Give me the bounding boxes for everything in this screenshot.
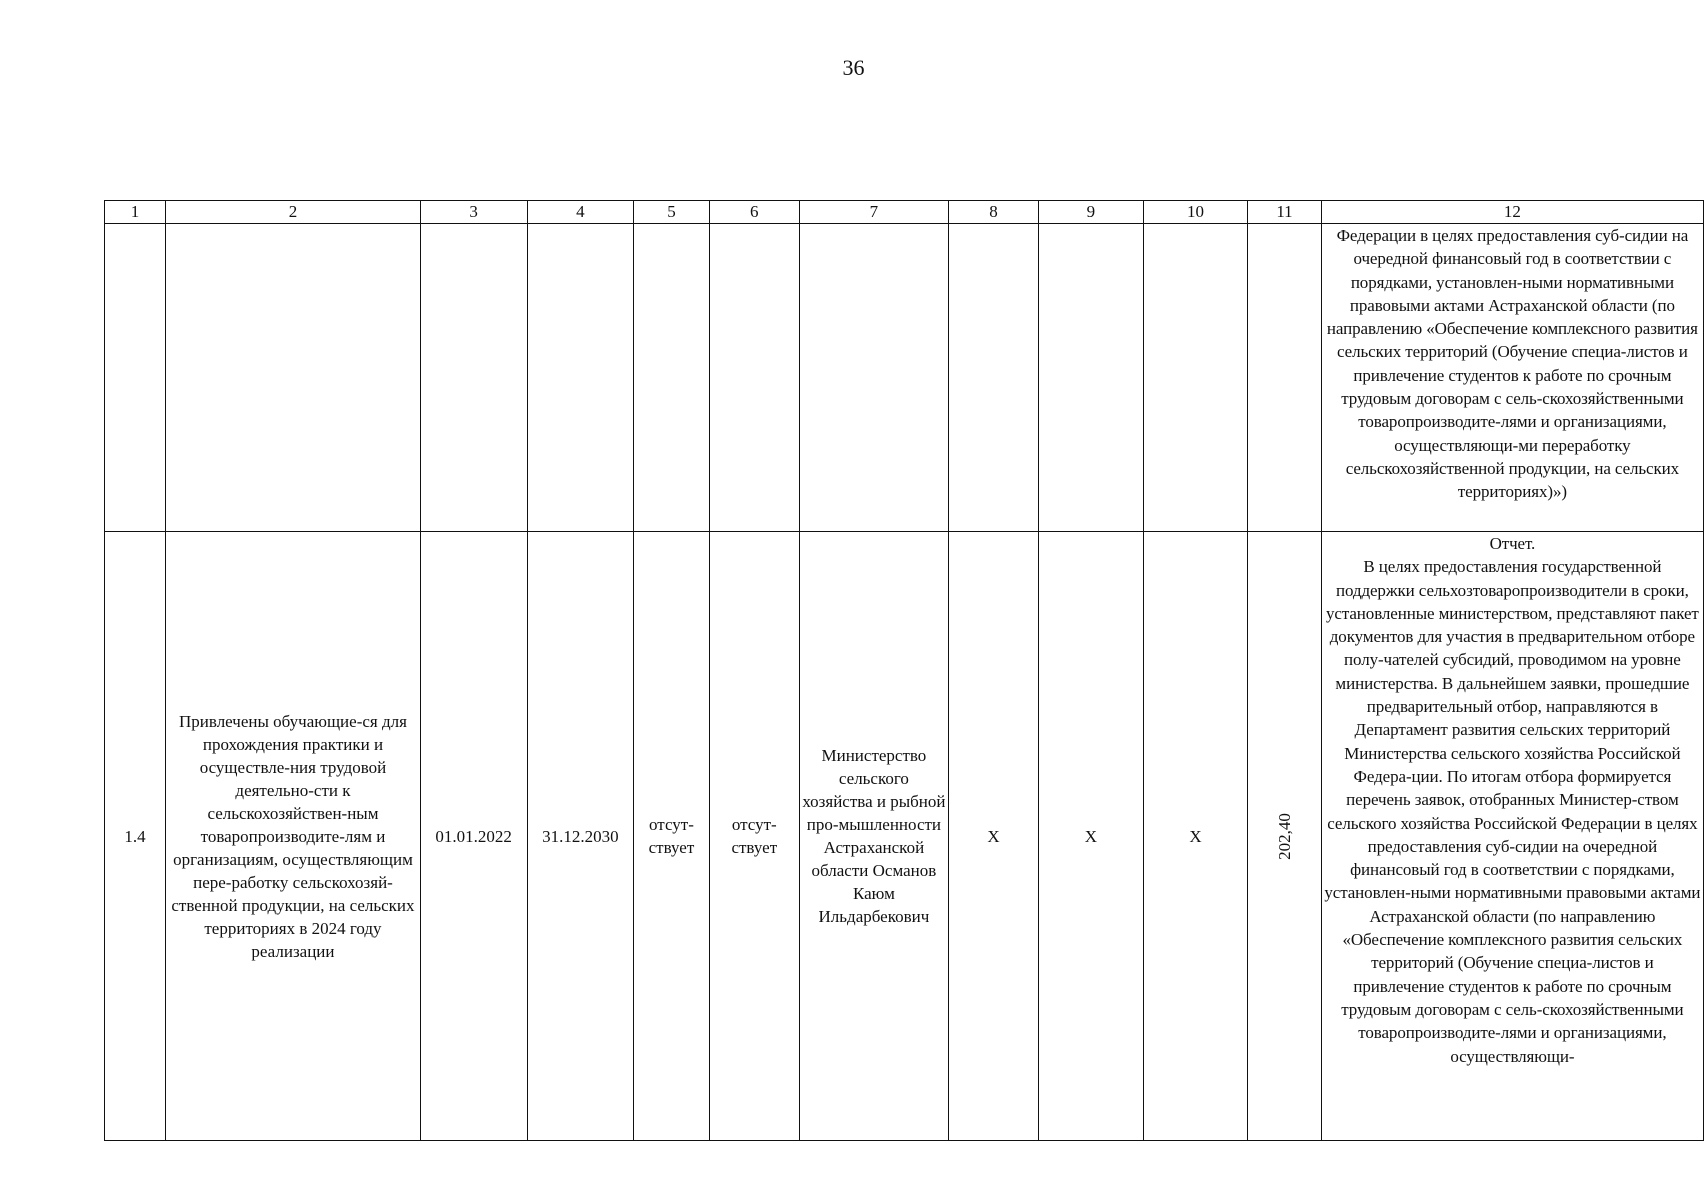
header-cell-8: 8 [948,201,1038,224]
cell-empty [166,224,421,532]
col11-cell [1248,532,1322,1141]
table-row-1-4 [105,532,1704,1141]
cell-empty [420,224,527,532]
cell-empty [105,224,166,532]
cell-empty [1039,224,1144,532]
continuation-report-text: Федерации в целях предоставления суб-сидии на очередной финансовый год в соответствии с порядками, установлен-ными нормативными правовыми актами Астраханской области (по направлению «Обеспечение комплексного развития сельских территорий (Обучение специа-листов и привлечение студентов к работе по срочным трудовым договорам с сель-скохозяйственными товаропроизводите-лями и организациями, осуществляющи-ми переработку сельскохозяйственной продукции, на сельских территориях)») [1321,224,1703,532]
end-date: 31.12.2030 [527,532,634,1141]
cell-empty [948,224,1038,532]
responsible-executor: Министерство сельского хозяйства и рыбной про-мышленности Астраханской области Османов Каюм Ильдарбекович [799,532,948,1141]
header-cell-2: 2 [166,201,421,224]
header-cell-5: 5 [634,201,710,224]
header-cell-3: 3 [420,201,527,224]
start-date: 01.01.2022 [420,532,527,1141]
cell-empty [799,224,948,532]
col5-value: отсут-ствует [634,532,710,1141]
cell-empty [709,224,799,532]
row-number: 1.4 [105,532,166,1141]
header-cell-1: 1 [105,201,166,224]
col10-value: X [1143,532,1248,1141]
event-description: Привлечены обучающие-ся для прохождения практики и осуществле-ния трудовой деятельно-сти к сельскохозяйствен-ным товаропроизводите-лям и организациям, осуществляющим пере-работку сельскохозяй-ственной продукции, на сельских территориях в 2024 году реализации [166,532,421,1141]
cell-empty [527,224,634,532]
header-cell-6: 6 [709,201,799,224]
report-table [104,200,1704,1141]
report-cell [1321,532,1703,1141]
report-text: В целях предоставления государственной поддержки сельхозтоваропроизводители в сроки, установленные министерством, представляют пакет документов для участия в предварительном отборе полу-чателей субсидий, проводимом на уровне министерства. В дальнейшем заявки, прошедшие предварительный отбор, направляются в Департамент развития сельских территорий Министерства сельского хозяйства Российской Федера-ции. По итогам отбора формируется перечень заявок, отобранных Министер-ством сельского хозяйства Российской Федерации в целях предоставления суб-сидии на очередной финансовый год в соответствии с порядками, установлен-ными нормативными правовыми актами Астраханской области (по направлению «Обеспечение комплексного развития сельских территорий (Обучение специа-листов и привлечение студентов к работе по срочным трудовым договорам с сель-скохозяйственными товаропроизводите-лями и организациями, осуществляющи- [1324,557,1701,1066]
col6-value: отсут-ствует [709,532,799,1141]
header-cell-9: 9 [1039,201,1144,224]
header-row [105,201,1704,224]
cell-empty [1143,224,1248,532]
header-cell-10: 10 [1143,201,1248,224]
col11-value: 202,40 [1275,812,1294,860]
header-cell-7: 7 [799,201,948,224]
header-cell-11: 11 [1248,201,1322,224]
cell-empty [634,224,710,532]
report-title: Отчет. [1489,534,1536,553]
col9-value: X [1039,532,1144,1141]
cell-empty [1248,224,1322,532]
header-cell-12: 12 [1321,201,1703,224]
page-number: 36 [842,55,865,80]
header-cell-4: 4 [527,201,634,224]
table-row-continuation [105,224,1704,532]
col8-value: X [948,532,1038,1141]
